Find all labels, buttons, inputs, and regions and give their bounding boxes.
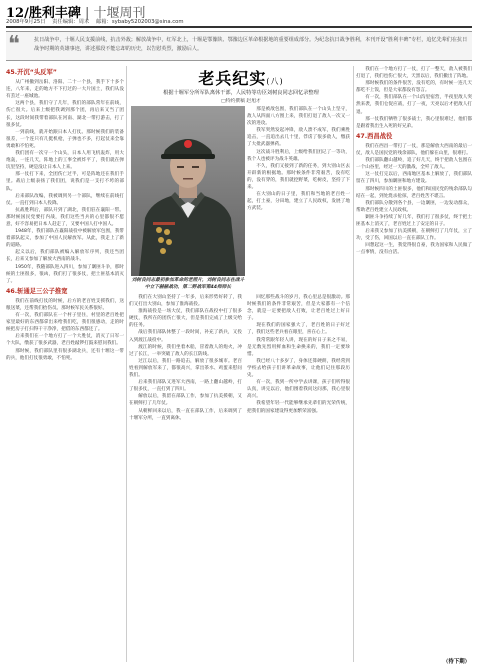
banner-text: 抗日战争中，十堰人民支援前线，抗击外敌；解放战争中，红军北上，十堰是鄂豫陕、鄂豫边区革命根据地的重要组成部分。为纪念抗日战争胜利，本刊开设“胜利丰碑”专栏，追忆先辈们在抗日战争时期的英雄事迹，讲述那段不能忘却的历史，以告慰英烈，激励后人。 [34, 37, 468, 52]
photo-caption: 刘树良同志最初参加革命的老照片，刘树良同志在战斗中立下赫赫战功，第二野战军第44师师长 [131, 278, 245, 290]
paragraph: 那时候我们的条件很苦，没有吃的，有时候一连几天都吃不上饭，但是大家都没有怨言。 [356, 81, 472, 94]
intro-banner [6, 31, 472, 61]
page-number: 12/胜利丰碑 | 十堰周刊 [6, 6, 146, 21]
column-right [356, 66, 472, 662]
to-be-continued: （待下期） [443, 659, 470, 665]
paragraph: 不久，我们又接到了新的任务，到大别山区去开辟新的根据地。那时候条件非常艰苦，没有吃的，没有穿的，我们就挖野菜，吃树皮，坚持了下来。 [247, 163, 350, 191]
paragraph: 渡江的时候，我们坐着木船，冒着敌人的炮火，冲过了长江，一举突破了敌人的长江防线。 [129, 344, 242, 357]
section-subtitle: 十堰周刊 [93, 6, 146, 21]
section-heading-46: 46.斩通足三公子推宽 [6, 287, 68, 295]
article-part: (八) [266, 77, 284, 86]
article-column-left [129, 294, 242, 662]
paragraph: 1948年，我们部队在襄阳战役中被解放军包围，我带着部队起义，参加了中国人民解放军。从此，我走上了新的道路。 [6, 229, 124, 249]
paragraph: 我们在西昌一带打了一仗，那是解放大西南的最后一仗，敌人是国民党的残余部队，他们躲在山里，很难打。 [356, 143, 472, 157]
header-rule [6, 26, 472, 28]
paragraph: 淮海战役是一场大仗，我们部队在战役中打了很多硬仗，我所在的团伤亡很大，但是我们完成了上级交给的任务。 [129, 309, 242, 329]
paragraph: 那时候四川的土匪很多，他们和国民党的残余部队勾结在一起，到处烧杀抢掠，老百姓苦不堪言。 [356, 186, 472, 199]
article-title: 老兵纪实(八) [198, 69, 284, 88]
paragraph: 起义以后，我们部队被编入解放军序列，我还当团长，后来又参加了解放大西南的战斗。 [6, 250, 124, 263]
column-left [6, 66, 124, 662]
paragraph: 有一次，我到一所中学去讲课，孩子们听得很认真，讲完以后，他们围着我问这问那，我心里很高兴。 [247, 380, 350, 400]
paragraph: 解放以后，我留在部队工作，参加了抗美援朝，又在朝鲜打了几年仗。 [129, 394, 242, 407]
paragraph: 我常常跟年轻人讲，现在的好日子来之不易，是无数先烈用鲜血和生命换来的，我们一定要珍惜。 [247, 337, 350, 357]
paragraph: 后来部队改编，我被调到另一个部队，继续在前线打仗。一直打到日本人投降。 [6, 193, 124, 206]
section-47-body [356, 143, 472, 257]
paragraph: 我们部队分散到各个县，一边剿匪，一边发动群众，帮助老百姓建立人民政权。 [356, 200, 472, 213]
section-title: 胜利丰碑 [28, 6, 81, 21]
paragraph: 现在我们的国家强大了，老百姓的日子好过了，我们这些老兵看在眼里，喜在心上。 [247, 323, 350, 336]
paragraph: 那是被敌包围，我们部队在一个山头上坚守，敌人从四面八方围上来，我们打退了敌人一次又一次的进攻。 [247, 107, 350, 127]
paragraph: 有一次，我们部队在一个村子里住，村里的老百姓把家里最好的东西都拿出来给我们吃，我们很感动，走的时候把房子打扫得干干净净，把借的东西都还了。 [6, 313, 124, 333]
column-divider [126, 66, 127, 662]
paragraph: 那一仗打下来，全团伤亡过半，可是阵地还在我们手里。战后上级表扬了我们团，说我们是一支打不垮的部队。 [6, 172, 124, 192]
paragraph: 回想起这一生，我觉得很自豪，我为国家和人民做了一点事情，没有白活。 [356, 243, 472, 256]
article-column-top [247, 106, 350, 286]
paragraph: 后来我们部队又进军大西南，一路上翻山越岭，打了很多仗，一直打到了四川。 [129, 380, 242, 393]
paragraph: 那时候，我们部队里有很多湖北兵，还有十堰这一带的兵，他们打仗很勇敢，不怕死。 [6, 348, 124, 361]
section-heading-47: 47.西昌战役 [356, 132, 393, 140]
paragraph: 这两个县，我们守了几年，我们的部队常年在前线，伤亡很大。后来上级把我调到那个团，再后来又当了团长，这段时间我带着部队在河南、湖北一带打游击，打了很多仗。 [6, 101, 124, 128]
article-deck: 根据十堰军分所军队离休干部，人民特等功臣刘树良同志回忆录整理 [163, 90, 319, 96]
paragraph: 1950年，我随部队进入四川，参加了剿匪斗争，那时候的土匪很多，很凶，我们打了很多仗，把土匪基本消灭了。 [6, 264, 124, 284]
paragraph: 过江以后，我们一路追击，解放了很多城市。老百姓看到解放军来了，都很高兴，拿出茶水、鸡蛋来慰问我们。 [129, 358, 242, 379]
paragraph: 有一次，我们部队在一个山沟里宿营，半夜里敌人突然来袭，我们仓促应战，打了一夜，天亮以后才把敌人打退。 [356, 95, 472, 115]
article-byline: □特约撰稿 赵旭才 [221, 99, 261, 104]
paragraph: 我们在一个地方打了一仗，打了一整天，敌人被我们打退了，我们也伤亡很大，天黑以后，我们撤出了阵地。 [356, 67, 472, 80]
paragraph: 我们团有一次守一个山头，日本人用飞机轰炸，用大炮轰，一连几天，阵地上的工事全被炸平了，我们就在弹坑里坚持，硬是没让日本人上来。 [6, 151, 124, 171]
paragraph: 这一仗打完以后，西南地区基本上解放了，我们部队留在了四川，参加剿匪和地方建设。 [356, 172, 472, 185]
paragraph: 后来我们在一个地方打了一个大胜仗，消灭了日军一个大队，缴获了很多武器，老百姓敲锣打鼓来慰问我们。 [6, 334, 124, 347]
email: 邮箱：sybaby5202003@sina.com [95, 19, 184, 25]
paragraph: 回忆那些战斗的岁月，我心里总是很激动。那时候我们的条件非常艰苦，但是大家都有一个信念，就是一定要把敌人打败，让老百姓过上好日子。 [247, 295, 350, 322]
paragraph: 抗战胜利后，部队开到了湖北，我们驻在襄阳一带。那时候国民党要打内战，我们这些当兵的心里都很不愿意，好不容易把日本人赶走了，又要中国人打中国人。 [6, 207, 124, 227]
paragraph: 从广州撤到岳阳、洛阳、二十一个县，我手下十多个连，八年来，走的地方不下打过的一大片国土，我们从没有丢过一座城池。 [6, 80, 124, 100]
paragraph: 这次战斗胜利后，上级给我们团记了一等功，我个人也被评为战斗英雄。 [247, 149, 350, 162]
section-46-body [6, 298, 124, 362]
page-header [6, 2, 472, 24]
paragraph: 一到前线，就开始跟日本人打仗。那时候我们的装备很差，一个连只有几挺机枪，子弹也不多，打起仗来全靠勇敢和不怕死。 [6, 129, 124, 149]
section-heading-45: 45.开沉“头反军” [6, 69, 57, 76]
editor: 责任编辑：周末 [52, 19, 90, 25]
paragraph: 后来我又参加了抗美援朝，在朝鲜打了几年仗，立了功，受了伤，回国以后一直在部队工作。 [356, 229, 472, 242]
issue-date: 2008年9月25日 [6, 19, 46, 25]
paragraph: 我们在前线打仗的时候，后方的老百姓支援我们，送粮送菜，还帮我们抬伤员。那时候军民关系很好。 [6, 298, 124, 311]
paragraph: 剿匪斗争持续了好几年，我们打了很多仗，终于把土匪基本上消灭了，老百姓过上了安定的日子。 [356, 214, 472, 227]
column-divider [353, 66, 354, 662]
paragraph: 从朝鲜回来以后，我一直在部队工作，后来调到了十堰军分所，一直到离休。 [129, 408, 242, 421]
paragraph: 我们在大别山坚持了一年多，后来形势好转了，我们又打出大别山，参加了淮海战役。 [129, 295, 242, 308]
paragraph: 我希望年轻一代能够继承先辈们的光荣传统，把我们的国家建设得更加繁荣富强。 [247, 401, 350, 414]
paragraph: 我军突然发起冲锋，敌人溃不成军，我们乘胜追击，一直追出去几十里，俘虏了很多敌人，缴获了大批武器弹药。 [247, 128, 350, 148]
quote-mark-icon: ❝ [8, 32, 20, 57]
veteran-photo [131, 106, 245, 276]
paragraph: 我已经八十多岁了，身体还算硬朗，我经常到学校去给孩子们讲革命故事，让他们记住那段历史。 [247, 358, 350, 379]
right-body-top [356, 66, 472, 130]
portrait-image [131, 106, 245, 276]
article-column-right [247, 294, 350, 662]
paragraph: 战后我们部队休整了一段时间，补充了新兵，又投入到渡江战役中。 [129, 330, 242, 343]
dateline [6, 17, 189, 25]
paragraph: 我们部队翻山越岭，追了好几天，终于把敌人包围在一个山谷里，经过一天的激战，全歼了敌人。 [356, 158, 472, 171]
section-45-body [6, 79, 124, 285]
paragraph: 在大别山的日子里，我们和当地的老百姓一起，打土豪，分田地，建立了人民政权，发展了地方武装。 [247, 192, 350, 212]
paragraph: 那一仗我们牺牲了很多战士，我心里很难过，他们都是跟着我出生入死的好兄弟。 [356, 116, 472, 129]
